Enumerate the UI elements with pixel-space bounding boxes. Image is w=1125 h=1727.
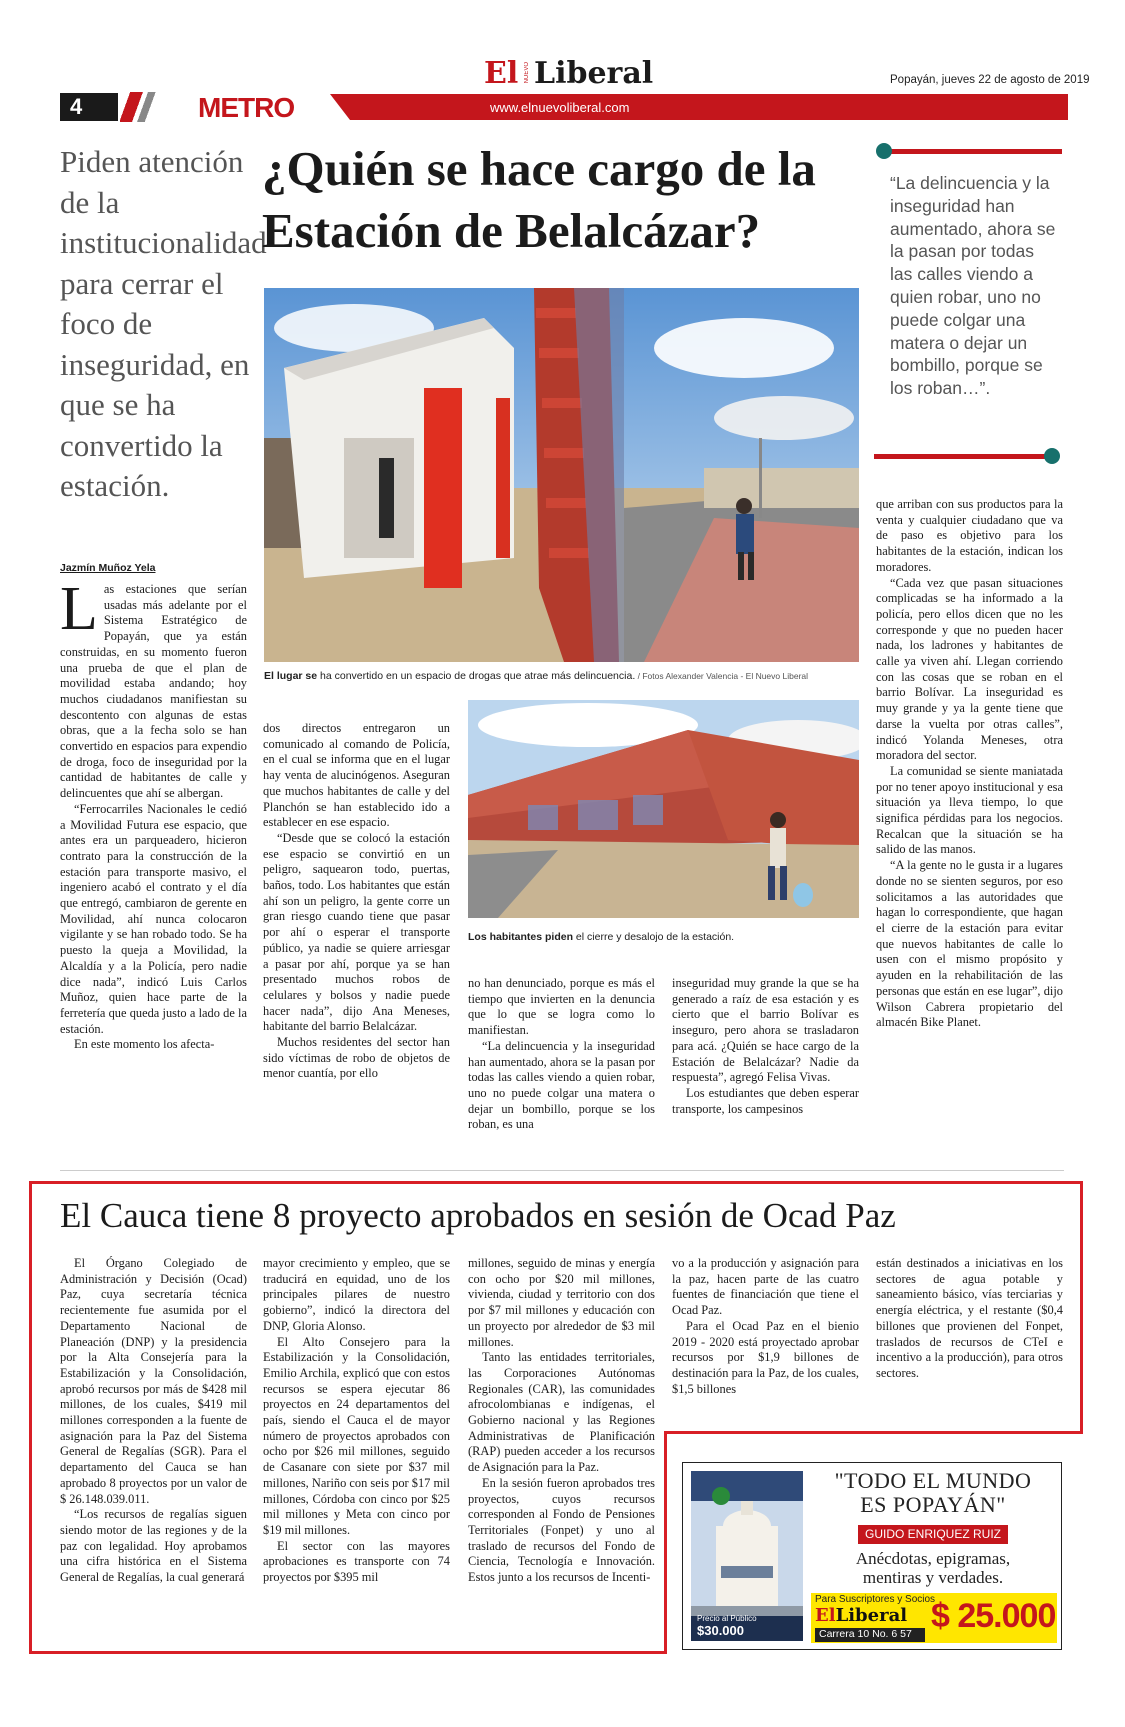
ad-title-line2: ES POPAYÁN": [860, 1492, 1006, 1517]
page-number-box: [60, 93, 118, 121]
highlight-frame-bottom: [29, 1651, 667, 1654]
article-paragraph: “La delincuencia y la inseguridad han aumentado, ahora se la pasan por todas las calles viendo a quien robar, uno no puede colgar una matera o dejar un bombillo, porque se los roban, es una: [468, 1038, 655, 1132]
section-divider: [60, 1170, 1064, 1171]
residents-photo: [468, 700, 859, 918]
ad-price: $ 25.000: [931, 1597, 1056, 1635]
page-header: [0, 0, 1125, 125]
second-paragraph: Tanto las entidades territoriales, las Corporaciones Autónomas Regionales (CAR), las comunidades afrocolombianas e indígenas, el Gobierno nacional y las Regiones Administrativas de Planificación (RAP) pueden acceder a los recursos de Asignación para la Paz.: [468, 1350, 655, 1475]
article-paragraph: En este momento los afecta-: [74, 1037, 215, 1052]
highlight-frame: [29, 1181, 1083, 1184]
article-column-3: [468, 976, 655, 1133]
pull-quote-top-bar: [878, 149, 1062, 154]
article-column-2: [263, 721, 450, 1082]
highlight-frame-right: [1080, 1181, 1083, 1434]
header-red-band: [330, 94, 1068, 120]
article-paragraph: que arriban con sus productos para la venta y cualquier ciudadano que va de paso es objetivo para los habitantes de la estación, indican los moradores.: [876, 497, 1063, 574]
ad-subscribers: Para Suscriptores y Socios: [815, 1594, 936, 1605]
second-column-2: [263, 1256, 450, 1586]
station-photo-illustration: [264, 288, 859, 662]
header-stripe-decoration: [120, 92, 160, 122]
second-column-4: [672, 1256, 859, 1397]
article-paragraph: no han denunciado, porque es más el tiempo que invierten en la denuncia que lo que se logra como lo manifiestan.: [468, 976, 655, 1038]
second-column-5: [876, 1256, 1063, 1382]
ad-logo: [815, 1605, 907, 1626]
newspaper-logo: [484, 56, 654, 92]
photo1-credit: / Fotos Alexander Valencia - El Nuevo Liberal: [635, 671, 809, 681]
photo2-caption-text: el cierre y desalojo de la estación.: [573, 931, 735, 943]
book-cover: [691, 1471, 803, 1641]
logo-nuevo: NUEVO: [524, 62, 530, 84]
second-column-1: [60, 1256, 247, 1586]
article-column-5: [876, 497, 1063, 1031]
second-paragraph: El Alto Consejero para la Estabilización y la Consolidación, Emilio Archila, explicó que con estos recursos se espera ejecutar 86 proyectos en 24 departamentos del país, siendo el Cauca el de mayor número de proyectos aprobados con ocho por $26 mil millones, seguido de Casanare con siete por $37 mil millones, Nariño con seis por $17 mil millones, Córdoba con cinco por $25 mil millones y Meta con cinco por $19 mil millones.: [263, 1334, 450, 1537]
pull-quote-bottom-bar: [874, 454, 1054, 459]
highlight-frame-left: [29, 1181, 32, 1654]
article-paragraph: “Desde que se colocó la estación ese espacio se convirtió en un peligro, saquearon todo, puertas, baños, todo. Los habitantes que están ahí son un peligro, la gente corre un gran riesgo cuando tiene que pasar por ahí o esperar el transporte público, ya nadie se quiere arriesgar a pasar por ahí, porque ya se han presentado muchos robos de celulares y bolsos y nadie puede hacer nada”, dijo Ana Meneses, habitante del barrio Belalcázar.: [263, 830, 450, 1034]
article-column-1: [60, 575, 247, 1053]
article-paragraph: Los estudiantes que deben esperar transporte, los campesinos: [672, 1085, 859, 1116]
station-photo: [264, 288, 859, 662]
photo2-caption-lead: Los habitantes piden: [468, 931, 574, 943]
article-column-4: [672, 976, 859, 1117]
ad-subtitle: Anécdotas, epigramas, mentiras y verdades.: [855, 1549, 1011, 1587]
ad-logo-liberal: Liberal: [835, 1605, 908, 1626]
second-paragraph: El Órgano Colegiado de Administración y Decisión (Ocad) Paz, cuya secretaría técnica recientemente fue asumida por el Departamento Nacional de Planeación (DNP) y la presidencia por la Alta Consejería para la Estabilización y la Consolidación, aprobó recursos por más de $428 mil millones, de los cuales, $419 mil millones corresponden a la fuente de asignación para la Paz del Sistema General de Regalías (SGR). Para el departamento del Cauca se han aprobado 8 proyectos por un valor de $ 26.148.039.011.: [60, 1256, 247, 1506]
article-paragraph: inseguridad muy grande la que se ha generado a raíz de esa estación y es cierto que el barrio Bolívar es inseguro, pero ahora se trasladaron para acá. ¿Quién se hace cargo de la Estación de Belalcázar? Nadie da respuesta”, agregó Felisa Vivas.: [672, 976, 859, 1085]
section-label: METRO: [198, 92, 295, 123]
ad-author: GUIDO ENRIQUEZ RUIZ: [858, 1525, 1008, 1544]
ad-address: Carrera 10 No. 6 57: [819, 1628, 912, 1640]
ad-logo-el: El: [815, 1605, 836, 1626]
pull-quote-bottom-dot: [1044, 448, 1060, 464]
pull-quote: “La delincuencia y la inseguridad han aumentado, ahora se la pasan por todas las calles viendo a quien robar, uno no puede colgar una matera o dejar un bombillo, porque se los roban…”.: [890, 173, 1056, 399]
article-paragraph: “Ferrocarriles Nacionales le cedió a Movilidad Futura ese espacio, que antes era un parqueadero, hicieron contrato para la construcción de la estación para transporte masivo, el ingeniero acabó el contrato y el día que entregó, cambiaron de gerente en Movilidad, ahí nunca colocaron vigilante y se han robado todo. Se ha puesto la queja a Movilidad, la Alcaldía y a la Policía, pero nadie dice nada”, indicó Luis Carlos Muñoz, quien hace parte de la ferretería que queda justo a lado de la estación.: [60, 801, 247, 1036]
second-paragraph: millones, seguido de minas y energía con ocho por $20 mil millones, vivienda, ciudad y territorio con dos por $7 mil millones y educación con un proyecto por alrededor de $3 mil millones.: [468, 1256, 655, 1349]
public-price-label: Precio al Público: [697, 1614, 757, 1623]
logo-liberal: Liberal: [534, 56, 654, 91]
article-paragraph: dos directos entregaron un comunicado al comando de Policía, en el cual se informa que en el lugar hay venta de alucinógenos. Aseguran que muchos habitantes de calle y del Planchón se han establecido ido a establecer en ese espacio.: [263, 721, 450, 830]
pull-quote-top-dot: [876, 143, 892, 159]
residents-photo-illustration: [468, 700, 859, 918]
byline: Jazmín Muñoz Yela: [60, 562, 156, 574]
article-paragraph: “Cada vez que pasan situaciones complicadas se ha informado a la policía, pero ellos dicen que no les corresponde y que no pueden hacer nada, los ladrones y habitantes de calle ya viven ahí. Llegan corriendo con las cosas que se roban en el barrio Bolívar. La inseguridad es muy grande y ya la gente tiene que darse la vuelta por otras calles”, indicó Yolanda Meneses, otra moradora del sector.: [876, 575, 1063, 763]
article-paragraph: La comunidad se siente maniatada por no tener apoyo institucional y esa situación ya lleva tiempo, lo que significa pérdidas para los negocios. Recalcan que la situación se ha salido de las manos.: [876, 763, 1063, 857]
article-paragraph: “A la gente no le gusta ir a lugares donde no se sienten seguros, por eso solicitamos a las autoridades que hagan lo correspondiente, que hagan el cierre de la estación para evitar que nuevos habitantes de calle lo usen con el mismo propósito y ayuden en la rehabilitación de las personas que están en ese lugar”, dijo Wilson Cabrera propietario del almacén Bike Planet.: [876, 858, 1063, 1030]
book-advertisement[interactable]: [682, 1462, 1062, 1650]
second-headline: El Cauca tiene 8 proyecto aprobados en sesión de Ocad Paz: [60, 1196, 896, 1235]
photo1-caption: [264, 670, 864, 682]
page-number: 4: [70, 94, 83, 119]
second-paragraph: “Los recursos de regalías siguen siendo motor de las regiones y de la paz con legalidad. Hoy aprobamos una cifra histórica en el Sistema General de Regalías, la cual generará: [60, 1507, 247, 1585]
second-paragraph: vo a la producción y asignación para la paz, hacen parte de las cuatro fuentes de financiación que tiene el Ocad Paz.: [672, 1256, 859, 1318]
second-paragraph: En la sesión fueron aprobados tres proyectos, cuyos recursos corresponden al Fondo de Pensiones Territoriales (Fonpet) y uno al traslado de recursos del Fondo de Ciencia, Tecnología e Innovación. Estos junto a los recursos de Incenti-: [468, 1475, 655, 1585]
article-deck: Piden atención de la institucionalidad para cerrar el foco de inseguridad, en que se ha convertido la estación.: [60, 144, 267, 503]
header-date: Popayán, jueves 22 de agosto de 2019: [890, 74, 1090, 86]
dropcap: L: [60, 575, 98, 643]
article-paragraph: Muchos residentes del sector han sido víctimas de robo de objetos de menor cuantía, por ello: [263, 1035, 450, 1081]
highlight-frame-mid: [664, 1431, 1083, 1434]
logo-el: El: [484, 56, 519, 91]
website-link[interactable]: www.elnuevoliberal.com: [490, 100, 630, 115]
second-paragraph: están destinados a iniciativas en los sectores de agua potable y saneamiento básico, vías terciarias y energía eléctrica, y el restante ($0,4 billones que provienen del Fonpet, traslados de recursos de CTeI e incentivo a la producción), para otros sectores.: [876, 1256, 1063, 1380]
public-price: $30.000: [697, 1623, 744, 1638]
ad-title: [813, 1469, 1053, 1517]
second-paragraph: El sector con las mayores aprobaciones es transporte con 74 proyectos por $395 mil: [263, 1538, 450, 1585]
second-column-3: [468, 1256, 655, 1586]
highlight-frame-step: [664, 1431, 667, 1654]
second-paragraph: Para el Ocad Paz en el bienio 2019 - 2020 está proyectado aprobar recursos por $1,9 billones de destinación para la Paz, de los cuales, $1,5 billones: [672, 1318, 859, 1396]
photo1-caption-text: ha convertido en un espacio de drogas que atrae más delincuencia.: [317, 670, 636, 682]
photo1-caption-lead: El lugar se: [264, 670, 318, 682]
ad-title-line1: "TODO EL MUNDO: [834, 1468, 1032, 1493]
article-paragraph: [60, 575, 247, 802]
article-lead-text: as estaciones que serían usadas más adelante por el Sistema Estratégico de Popayán, que ya están construidas, en su momento fueron una prueba de que el plan de movilidad estaba andando; hoy muchos ciudadanos manifiestan su descontento con algunas de estas obras, que a la fecha solo se han convertido en espacios para expendio de droga, foco de inseguridad por la cantidad de habitantes de calle y delincuentes que ahí se albergan.: [60, 582, 247, 801]
article-headline: ¿Quién se hace cargo de la Estación de Belalcázar?: [262, 141, 816, 258]
photo2-caption: [468, 931, 868, 943]
second-paragraph: mayor crecimiento y empleo, que se traducirá en equidad, uno de los principales pilares de nuestro gobierno”, indicó la directora del DNP, Gloria Alonso.: [263, 1256, 450, 1333]
